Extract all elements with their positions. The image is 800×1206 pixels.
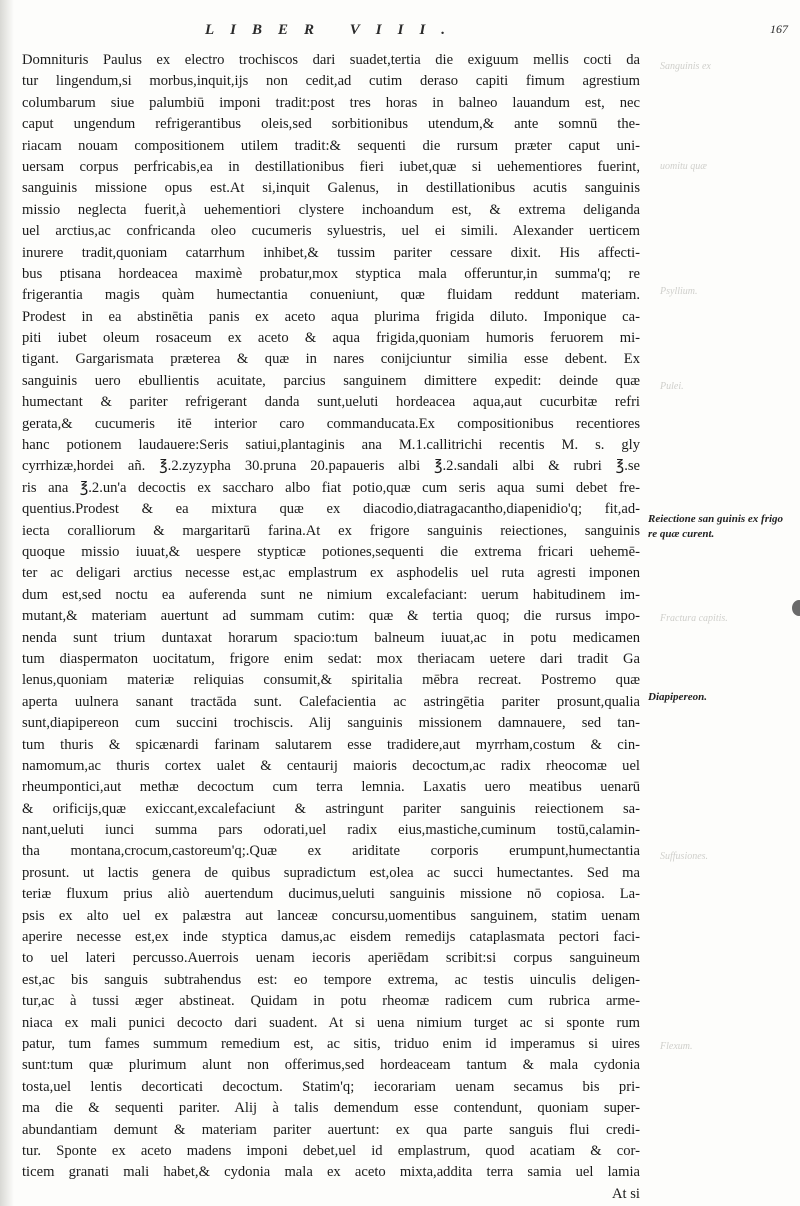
text-line: teriæ fluxum prius aliò auertendum ducimus,ueluti sanguinis missione nō copiosa. La- <box>22 886 640 903</box>
bleed-through-note: Fractura capitis. <box>660 613 728 624</box>
margin-note-diapipereon: Diapipereon. <box>648 691 707 703</box>
text-line: psis ex alto uel ex palæstra aut lanceæ concursu,uomentibus sanguinem, statim uenam <box>22 907 640 924</box>
text-line: tigant. Gargarismata præterea & quæ in nares conijciuntur similia esse debent. Ex <box>22 351 640 368</box>
text-line: tum diaspermaton uocitatum, frigore enim sedat: mox theriacam uetere dari tradit Ga <box>22 650 640 667</box>
ink-blot <box>792 600 800 616</box>
text-line: sanguinis uero ebullientis acuitate, parcius sanguinem dimittere expedit: deinde quæ <box>22 372 640 389</box>
text-line: riacam nouam compositionem utilem tradit:& sequenti die rursum præter caput uni- <box>22 137 640 154</box>
text-line: inurere tradit,quoniam catarrhum inhibet,& tussim pariter cessare dixit. His affecti- <box>22 244 640 261</box>
text-line: sunt:tum quæ plurimum alunt non offerimus,sed hordeaceam tantum & mala cydonia <box>22 1057 640 1074</box>
text-line: prosunt. ut lactis genera de quibus supradictum est,olea ac succi humectantes. Sed ma <box>22 864 640 881</box>
text-line: ris ana ℥.2.un'a decoctis ex saccharo albo fiat potio,quæ cum seris aqua sumi debet fre- <box>22 479 640 496</box>
text-line: namomum,ac thuris cortex ualet & centaurij maioris decoctum,ac radix rheocomæ uel <box>22 757 640 774</box>
text-line: & orificijs,quæ exiccant,excalefaciunt & astringunt pariter sanguinis reiectionem sa- <box>22 800 640 817</box>
bleed-through-note: Suffusiones. <box>660 851 709 862</box>
bleed-through-note: Psyllium. <box>660 286 698 297</box>
text-line: humectant & pariter refrigerant danda sunt,ueluti hordeacea aqua,aut cucurbitæ refri <box>22 394 640 411</box>
text-line: gerata,& cucumeris itē interior caro commanducata.Ex compositionibus recentiores <box>22 415 640 432</box>
text-line: aperta uulnera sanant tractāda sunt. Calefacientia ac astringētia pariter prosunt,qualia <box>22 693 640 710</box>
text-line: sunt,diapipereon cum succini trochiscis. Alij sanguinis missionem damnauere, sed tan- <box>22 715 640 732</box>
text-line: niaca ex mali punici decocto dari suadent. At si uena nimium turget ac si sponte rum <box>22 1014 640 1031</box>
text-line: uersam corpus perfricabis,ea in destillationibus fieri iubet,quæ si uehementiores fuerint, <box>22 158 640 175</box>
margin-note-reiectione: Reiectione san guinis ex frigo re quæ curent. <box>648 513 784 540</box>
text-line: Domnituris Paulus ex electro trochiscos dari suadet,tertia die exiguum mellis cocti da <box>22 52 640 68</box>
page-gutter-shadow <box>0 0 14 1206</box>
text-line: patur, tum fames summum remedium est, ac sitis, triduo enim id imperamus si uires <box>22 1035 640 1052</box>
text-line: piti iubet oleum rosaceum ex aceto & aqua frigida,quoniam humoris feruorem mi- <box>22 330 640 347</box>
text-line: caput ungendum refrigerantibus oleis,sed sorbitionibus utendum,& ante somnū the- <box>22 116 640 133</box>
bleed-through-note: Flexum. <box>660 1041 693 1052</box>
page-number: 167 <box>770 22 788 36</box>
text-line: columbarum siue palumbiū imponi tradit:post tres horas in balneo lauandum est, nec <box>22 94 640 111</box>
text-line: to uel lateri percusso.Auerrois uenam iecoris aperiēdam scribit:si corpus sanguineum <box>22 950 640 967</box>
text-line: frigerantia magis quàm humectantia conueniunt, quæ fluidam reddunt materiam. <box>22 287 640 304</box>
text-line: ter ac deligari arctius necesse est,ac emplastrum ex asphodelis uel ruta agresti imponen <box>22 565 640 582</box>
text-line: est,ac bis sanguis subtrahendus est: eo tempore extrema, ac testis uinculis deligen- <box>22 971 640 988</box>
text-line: nant,ueluti iunci summa pars odorati,uel radix eius,mastiche,cuminum tostū,calamin- <box>22 822 640 839</box>
text-line: tur. Sponte ex aceto madens imponi debet,uel id emplastrum, quod acatiam & cor- <box>22 1142 640 1159</box>
text-line: ma die & sequenti pariter. Alij à talis demendum esse contendunt, quoniam super- <box>22 1100 640 1117</box>
bleed-through-note: Pulei. <box>660 381 684 392</box>
text-line: dum est,sed noctu ea auferenda sunt ne nimium excalefaciant: uerum habitudinem im- <box>22 586 640 603</box>
text-line: ticem granati mali habet,& cydonia mala ex aceto mixta,addita terra samia uel lamia <box>22 1164 640 1181</box>
text-line: tosta,uel lentis decorticati decoctum. Statim'q; iecorariam uenam secamus bis pri- <box>22 1078 640 1095</box>
text-line: rheumpontici,aut methæ decoctum cum terra lemnia. Laxatis uero meatibus uenarū <box>22 779 640 796</box>
text-line: mutant,& materiam auertunt ad summam cutim: quæ & tertia quoq; die rursus impo- <box>22 608 640 625</box>
text-line: aperire necesse est,ex inde styptica damus,ac eisdem remedijs cataplasmata pectori faci- <box>22 929 640 946</box>
text-line: tur,ac à tussi æger abstineat. Quidam in potu rheomæ radicem cum rubrica arme- <box>22 993 640 1010</box>
text-line: hanc potionem laudauere:Seris satiui,plantaginis ana M.1.callitrichi recentis M. s. gly <box>22 437 640 454</box>
text-line: sanguinis missione opus est.At si,inquit Galenus, in destillationibus acutis sanguinis <box>22 180 640 197</box>
text-line: bus ptisana hordeacea maximè probatur,mox styptica mala offeruntur,in summa'q; re <box>22 265 640 282</box>
main-text-column <box>22 50 640 1205</box>
text-line: iecta coralliorum & margaritarū farina.At ex frigore sanguinis reiectiones, sanguinis <box>22 522 640 539</box>
text-line: lenus,quoniam materiæ reliquias consumit,& spiritalia mēbra recreat. Postremo quæ <box>22 672 640 689</box>
text-line: Prodest in ea abstinētia panis ex aceto aqua plurima frigida diluto. Imponique ca- <box>22 308 640 325</box>
text-line: missio neglecta fuerit,à uehementiori clystere inchoandum est, & extrema deliganda <box>22 201 640 218</box>
text-line: cyrrhizæ,hordei añ. ℥.2.zyzypha 30.pruna 20.papaueris albi ℥.2.sandali albi & rubri ℥.se <box>22 458 640 475</box>
text-line: tur lingendum,si morbus,inquit,ijs non cedit,ad cutim deraso capiti fimum agrestium <box>22 73 640 90</box>
text-line: At si <box>612 1185 640 1202</box>
text-line: uel arctius,ac confricanda oleo cucumeris syluestris, uel ei simili. Alexander uerticem <box>22 223 640 240</box>
text-line: quentius.Prodest & ea mixtura quæ ex diacodio,diatragacantho,diapenidio'q; fit,ad- <box>22 501 640 518</box>
bleed-through-note: Sanguinis ex <box>660 61 711 72</box>
text-line: nenda sunt trium duntaxat horarum spacio:tum balneum iuuat,ac in potu medicamen <box>22 629 640 646</box>
bleed-through-note: uomitu quæ <box>660 161 707 172</box>
text-line: tha montana,crocum,castoreum'q;.Quæ ex ariditate corporis erumpunt,humectantia <box>22 843 640 860</box>
running-title: LIBER VIII. <box>205 22 462 38</box>
page-header <box>0 22 800 42</box>
text-line: tum thuris & spicænardi farinam salutarem esse tradidere,aut myrrham,costum & cin- <box>22 736 640 753</box>
text-line: quoque missio iuuat,& uespere stypticæ potiones,sequenti die extrema fricari uehemē- <box>22 543 640 560</box>
text-line: abundantiam demunt & materiam pariter auertunt: ex qua parte sanguis flui credi- <box>22 1121 640 1138</box>
